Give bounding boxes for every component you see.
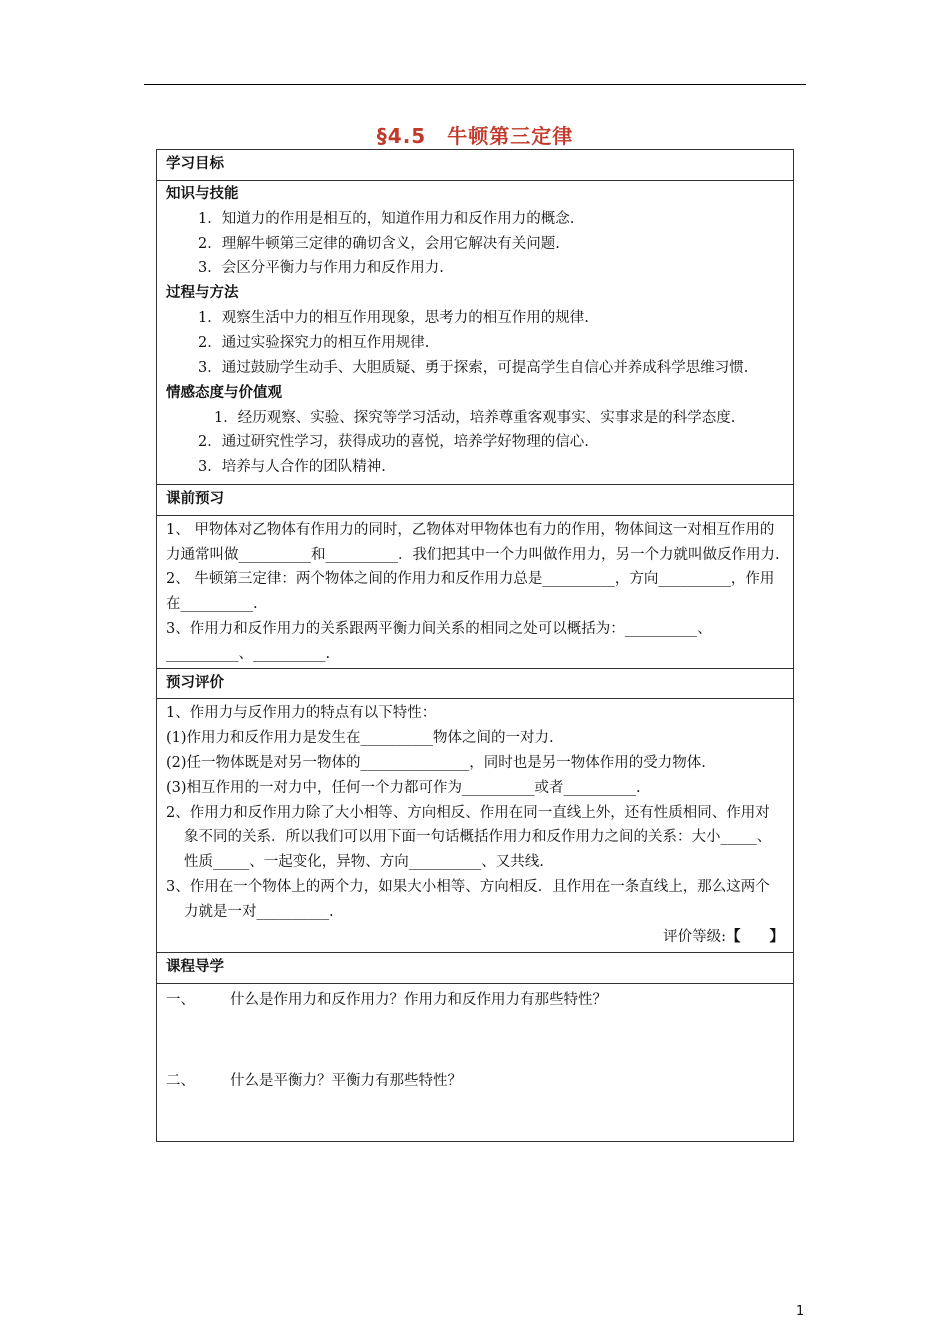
objectives-group-title: 知识与技能: [166, 185, 239, 202]
guide-question: [166, 1069, 784, 1094]
page-number: 1: [796, 1304, 805, 1319]
guide-header: 课程导学: [157, 953, 794, 984]
objective-item: 2．通过实验探究力的相互作用规律.: [198, 334, 430, 351]
header-rule: [144, 84, 806, 85]
worksheet-table: [156, 149, 794, 1142]
objectives-body: [157, 180, 794, 484]
evaluation-item: (1)作用力和反作用力是发生在__________物体之间的一对力.: [166, 730, 554, 747]
evaluation-item: (2)任一物体既是对另一物体的_______________，同时也是另一物体作用的受力物体.: [166, 754, 706, 771]
objective-item: 1．经历观察、实验、探究等学习活动，培养尊重客观事实、实事求是的科学态度.: [214, 409, 736, 426]
page-title: §4.5 牛顿第三定律: [376, 124, 574, 148]
preview-header: 课前预习: [157, 484, 794, 515]
objective-item: 2．通过研究性学习，获得成功的喜悦，培养学好物理的信心.: [198, 434, 589, 451]
objectives-header: 学习目标: [157, 150, 794, 181]
guide-body: [157, 984, 794, 1142]
evaluation-item: 2、作用力和反作用力除了大小相等、方向相反、作用在同一直线上外，还有性质相同、作用对象不同的关系．所以我们可以用下面一句话概括作用力和反作用力之间的关系：大小_____、性质_____、一起变化，异物、方向__________、又共线.: [166, 804, 772, 871]
objective-item: 1．观察生活中力的相互作用现象，思考力的相互作用的规律.: [198, 310, 589, 327]
guide-question-number: 一、: [166, 992, 195, 1009]
guide-question: [166, 988, 784, 1013]
objective-item: 3．培养与人合作的团队精神.: [198, 459, 386, 476]
rating-brackets: 【 】: [726, 928, 784, 945]
preview-item: 3、作用力和反作用力的关系跟两平衡力间关系的相同之处可以概括为：__________、__________、__________.: [166, 620, 712, 662]
objective-item: 2．理解牛顿第三定律的确切含义，会用它解决有关问题.: [198, 235, 560, 252]
guide-question-number: 二、: [166, 1072, 195, 1089]
preview-item: 2、 牛顿第三定律：两个物体之间的作用力和反作用力总是__________，方向__________，作用在__________.: [166, 571, 775, 613]
guide-question-text: 什么是作用力和反作用力？作用力和反作用力有那些特性？: [230, 992, 607, 1009]
rating-label: 评价等级:: [663, 928, 726, 945]
preview-body: [157, 515, 794, 668]
rating-row: [166, 925, 784, 950]
evaluation-header: 预习评价: [157, 668, 794, 699]
evaluation-item: (3)相互作用的一对力中，任何一个力都可作为__________或者__________.: [166, 779, 641, 796]
objectives-group-title: 情感态度与价值观: [166, 384, 282, 401]
evaluation-body: [157, 699, 794, 953]
evaluation-item: 3、作用在一个物体上的两个力，如果大小相等、方向相反．且作用在一条直线上，那么这两个力就是一对__________.: [166, 878, 770, 920]
evaluation-item: 1、作用力与反作用力的特点有以下特性：: [166, 705, 437, 722]
objective-item: 3．通过鼓励学生动手、大胆质疑、勇于探索，可提高学生自信心并养成科学思维习惯.: [198, 359, 749, 376]
objective-item: 1．知道力的作用是相互的，知道作用力和反作用力的概念.: [198, 210, 575, 227]
preview-item: 1、 甲物体对乙物体有作用力的同时，乙物体对甲物体也有力的作用，物体间这一对相互作用的力通常叫做__________和__________．我们把其中一个力叫做作用力，另一个力就叫做反作用力.: [166, 521, 780, 563]
guide-question-text: 什么是平衡力？平衡力有那些特性？: [230, 1072, 462, 1089]
objectives-group-title: 过程与方法: [166, 285, 239, 302]
objective-item: 3．会区分平衡力与作用力和反作用力.: [198, 260, 444, 277]
